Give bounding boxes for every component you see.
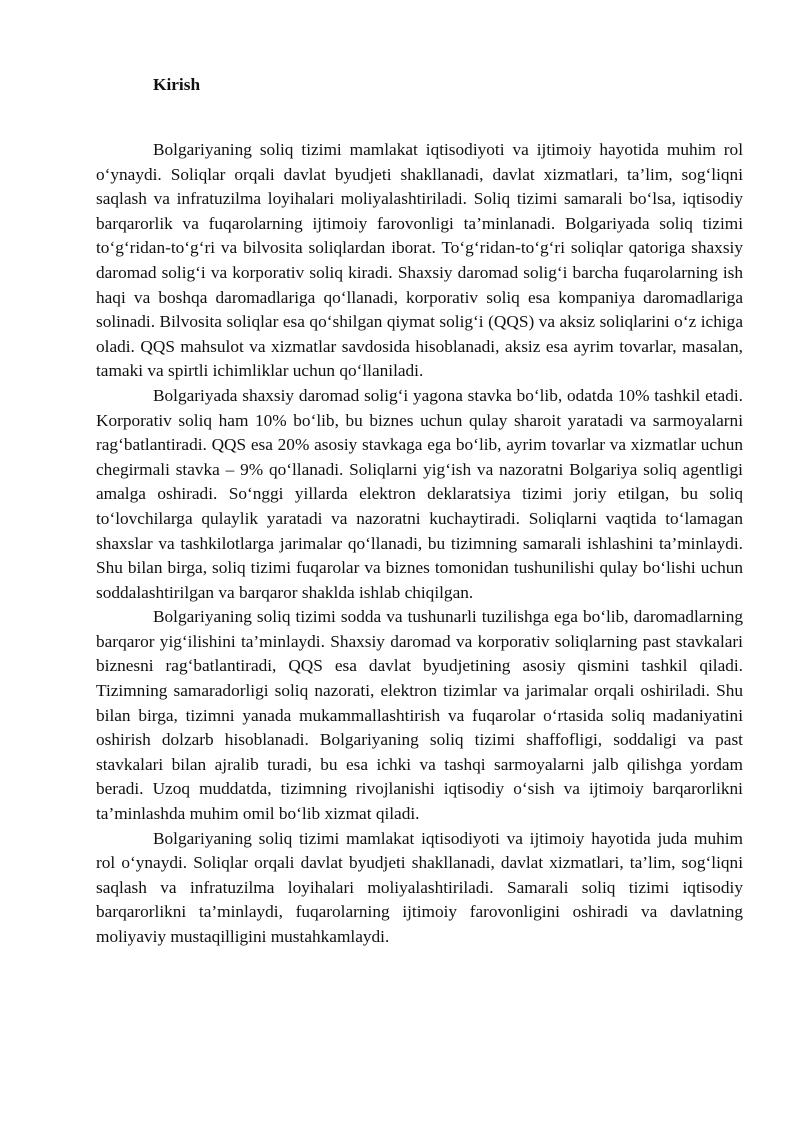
paragraph-3: Bolgariyaning soliq tizimi sodda va tushunarli tuzilishga ega bo‘lib, daromadlarning barqaror yig‘ilishini ta’minlaydi. Shaxsiy daromad va korporativ soliqlarning past stavkalari biznesni rag‘batlantiradi, QQS esa davlat byudjetining asosiy qismini tashkil qiladi. Tizimning samaradorligi soliq nazorati, elektron tizimlar va jarimalar orqali oshiriladi. Shu bilan birga, tizimni yanada mukammallashtirish va fuqarolar o‘rtasida soliq madaniyatini oshirish dolzarb hisoblanadi. Bolgariyaning soliq tizimi shaffofligi, soddaligi va past stavkalari bilan ajralib turadi, bu esa ichki va tashqi sarmoyalarni jalb qilishga yordam beradi. Uzoq muddatda, tizimning rivojlanishi iqtisodiy o‘sish va ijtimoiy barqarorlikni ta’minlashda muhim omil bo‘lib xizmat qiladi. (96, 607, 743, 824)
paragraph-1: Bolgariyaning soliq tizimi mamlakat iqtisodiyoti va ijtimoiy hayotida muhim rol o‘ynaydi. Soliqlar orqali davlat byudjeti shakllanadi, davlat xizmatlari, ta’lim, sog‘liqni saqlash va infratuzilma loyihalari moliyalashtiriladi. Soliq tizimi samarali bo‘lsa, iqtisodiy barqarorlik va fuqarolarning ijtimoiy farovonligi ta’minlanadi. Bolgariyada soliq tizimi to‘g‘ridan-to‘g‘ri va bilvosita soliqlardan iborat. To‘g‘ridan-to‘g‘ri soliqlar qatoriga shaxsiy daromad solig‘i va korporativ soliq kiradi. Shaxsiy daromad solig‘i barcha fuqarolarning ish haqi va boshqa daromadlariga qo‘llanadi, korporativ soliq esa kompaniya daromadlariga solinadi. Bilvosita soliqlar esa qo‘shilgan qiymat solig‘i (QQS) va aksiz soliqlarini o‘z ichiga oladi. QQS mahsulot va xizmatlar savdosida hisoblanadi, aksiz esa ayrim tovarlar, masalan, tamaki va spirtli ichimliklar uchun qo‘llaniladi. (96, 140, 743, 381)
paragraph-2: Bolgariyada shaxsiy daromad solig‘i yagona stavka bo‘lib, odatda 10% tashkil etadi. Korporativ soliq ham 10% bo‘lib, bu biznes uchun qulay sharoit yaratadi va sarmoyalarni rag‘batlantiradi. QQS esa 20% asosiy stavkaga ega bo‘lib, ayrim tovarlar va xizmatlar uchun chegirmali stavka – 9% qo‘llanadi. Soliqlarni yig‘ish va nazoratni Bolgariya soliq agentligi amalga oshiradi. So‘nggi yillarda elektron deklaratsiya tizimi joriy etilgan, bu soliq to‘lovchilarga qulaylik yaratadi va nazoratni kuchaytiradi. Soliqlarni vaqtida to‘lamagan shaxslar va tashkilotlarga jarimalar qo‘llanadi, bu tizimning samarali ishlashini ta’minlaydi. Shu bilan birga, soliq tizimi fuqarolar va biznes tomonidan tushunilishi qulay bo‘lishi uchun soddalashtirilgan va barqaror shaklda ishlab chiqilgan. (96, 385, 743, 602)
section-heading: Kirish (153, 75, 201, 94)
document-body (96, 73, 743, 950)
paragraph-4: Bolgariyaning soliq tizimi mamlakat iqtisodiyoti va ijtimoiy hayotida juda muhim rol o‘ynaydi. Soliqlar orqali davlat byudjeti shakllanadi, davlat xizmatlari, ta’lim, sog‘liqni saqlash va infratuzilma loyihalari moliyalashtiriladi. Samarali soliq tizimi iqtisodiy barqarorlikni ta’minlaydi, fuqarolarning ijtimoiy farovonligini oshiradi va davlatning moliyaviy mustaqilligini mustahkamlaydi. (96, 828, 743, 946)
